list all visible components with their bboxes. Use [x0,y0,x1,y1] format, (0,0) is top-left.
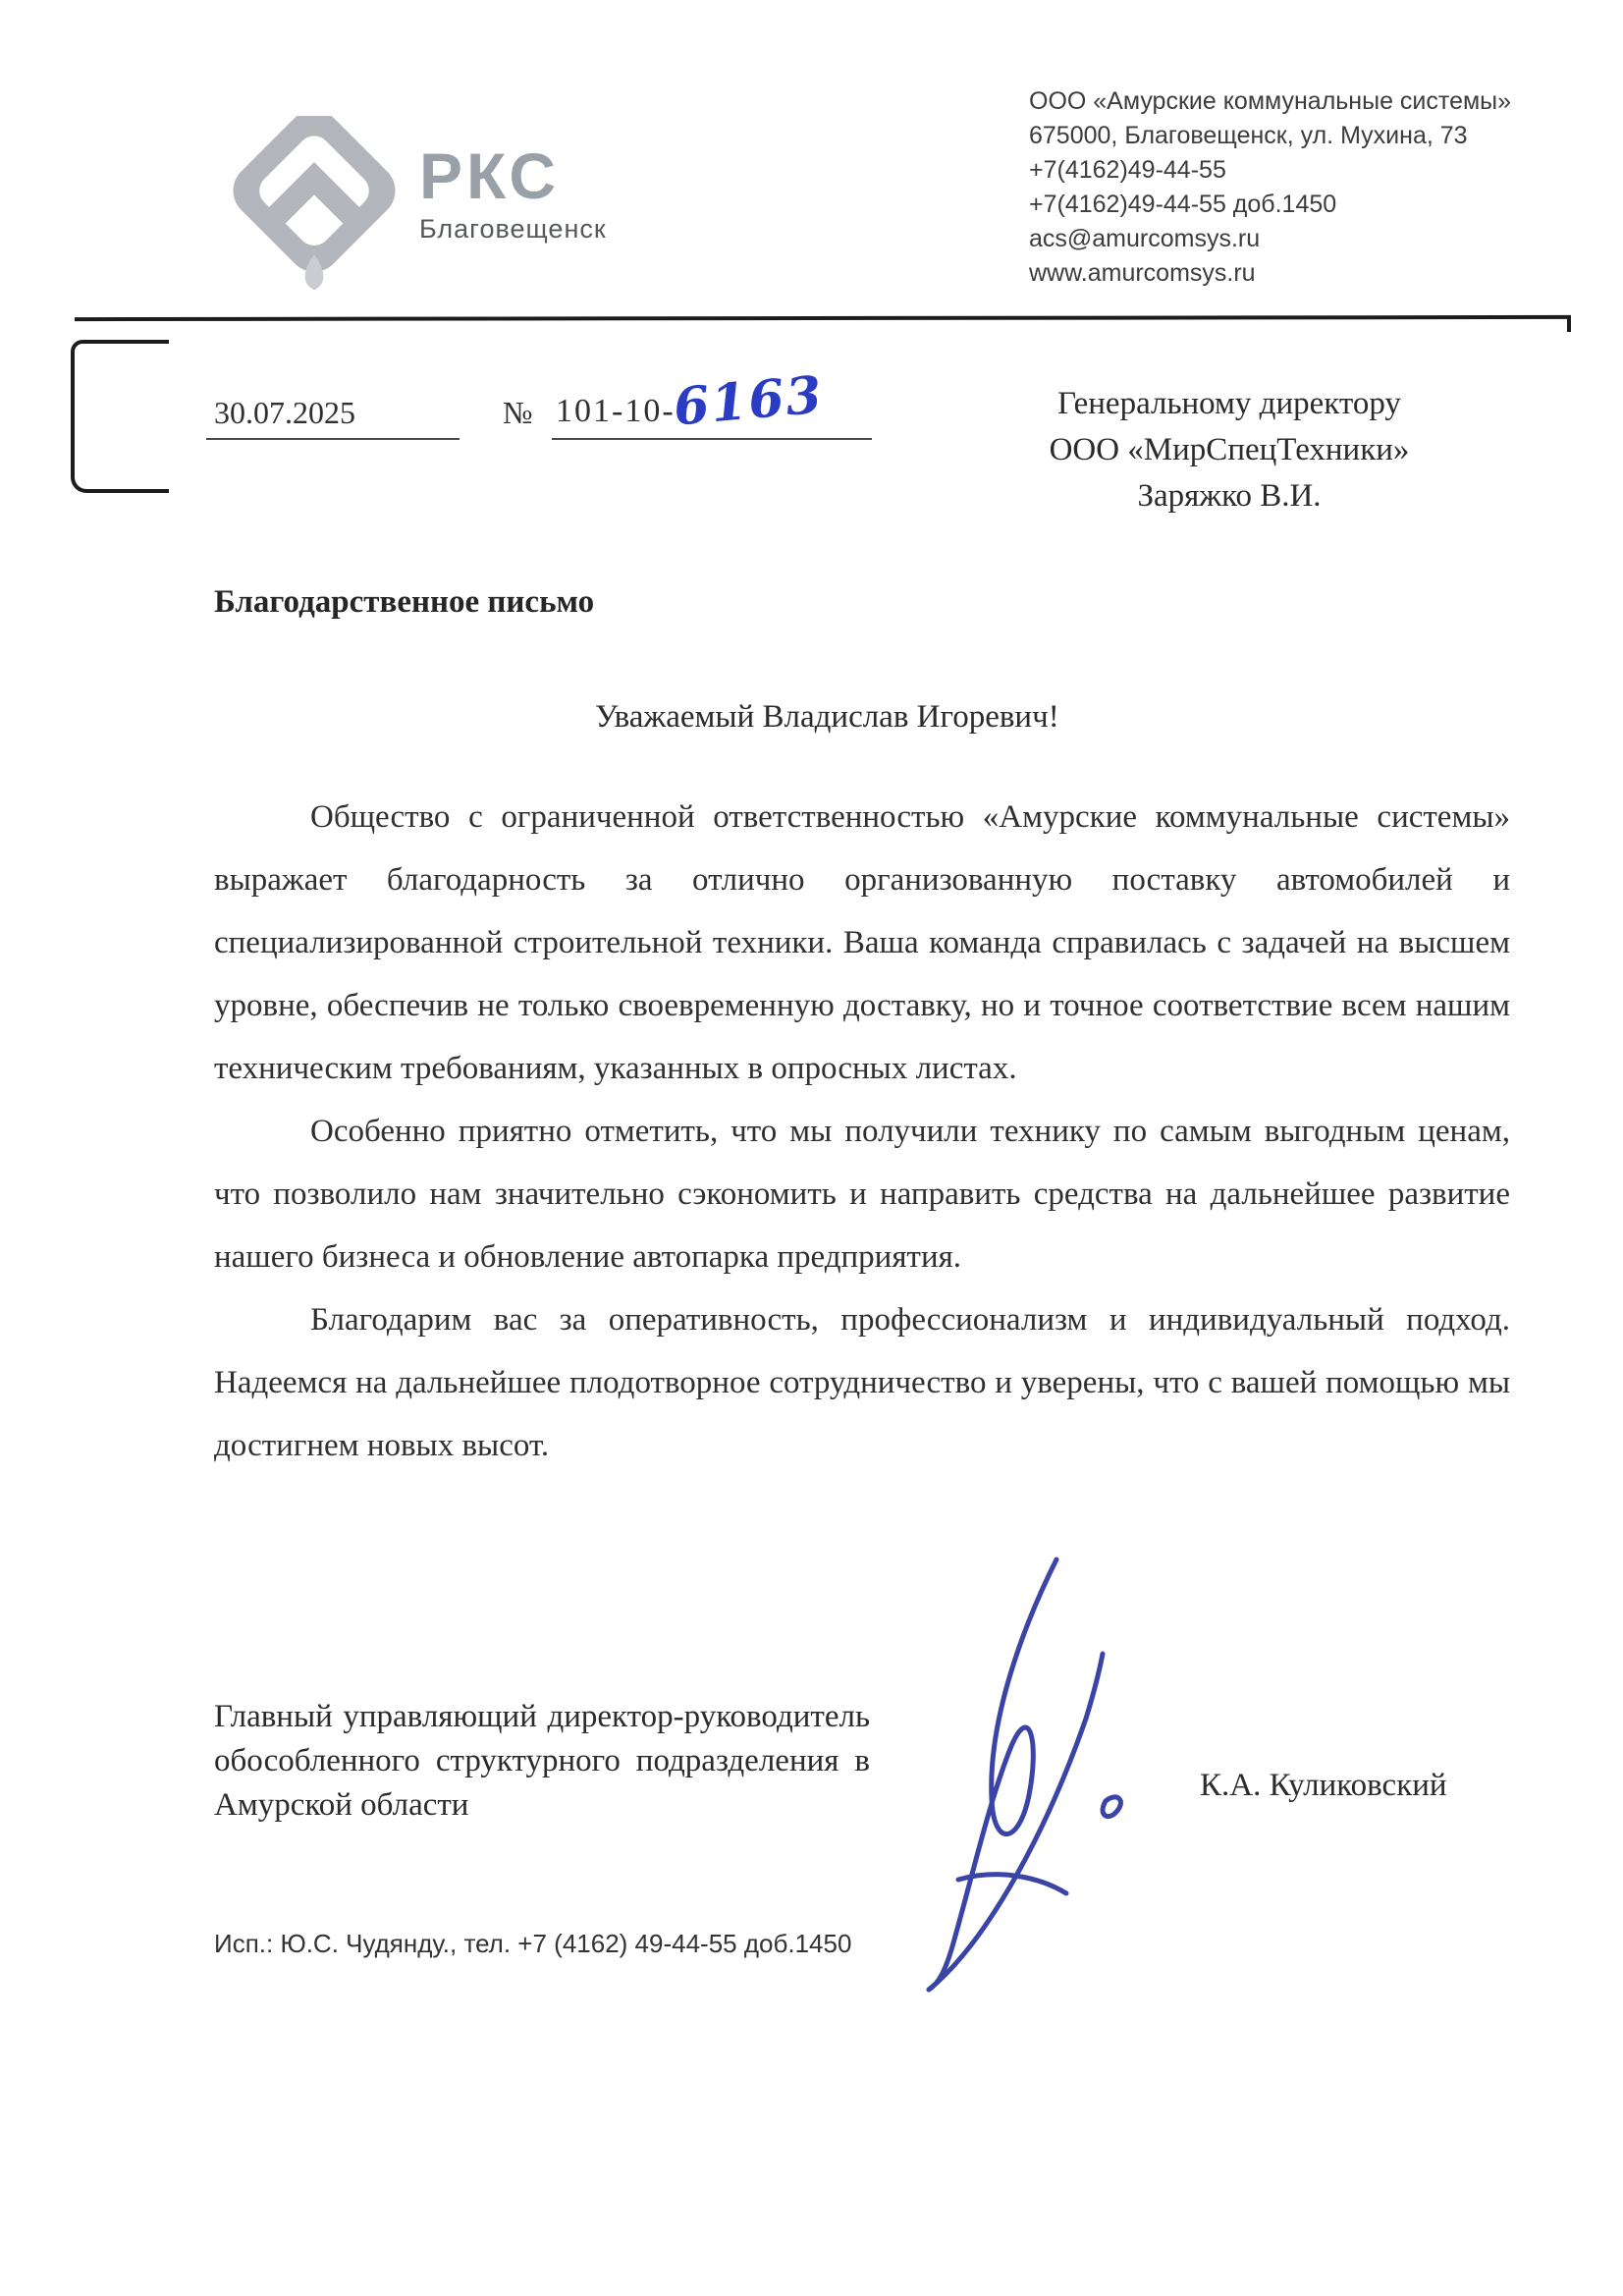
paragraph-2: Особенно приятно отметить, что мы получили технику по самым выгодным ценам, что позволило нам значительно сэкономить и направить средства на дальнейшее развитие нашего бизнеса и обновление автопарка предприятия. [214,1114,1510,1275]
recipient-block [1013,381,1445,519]
company-phone-1: +7(4162)49-44-55 [1029,156,1226,184]
logo-brand-text: РКС [419,139,561,212]
rks-logo-icon [231,116,398,293]
number-underline [552,438,872,440]
letter-body [214,786,1510,1477]
logo-city-text: Благовещенск [419,214,607,244]
company-email: acs@amurcomsys.ru [1029,225,1261,252]
company-name: ООО «Амурские коммунальные системы» [1029,87,1512,115]
company-logo [231,116,607,293]
recipient-title: Генеральному директору [1057,386,1401,421]
scan-artifact-line [75,315,1571,321]
logo-text-block [419,139,607,245]
recipient-company: ООО «МирСпецТехники» [1049,432,1410,467]
letter-date: 30.07.2025 [214,395,355,430]
signer-position: Главный управляющий директор-руководитель обособленного структурного подразделения в Амурской области [214,1699,870,1823]
handwritten-signature [901,1554,1137,2000]
scan-artifact-tick [1567,316,1571,332]
company-address: 675000, Благовещенск, ул. Мухина, 73 [1029,122,1468,149]
paragraph-1: Общество с ограниченной ответственностью «Амурские коммунальные системы» выражает благодарность за отлично организованную поставку автомобилей и специализированной строительной техники. Ваша команда справилась с задачей на высшем уровне, обеспечив не только своевременную доставку, но и точное соответствие всем нашим техническим требованиям, указанных в опросных листах. [214,799,1510,1086]
salutation: Уважаемый Владислав Игоревич! [595,699,1059,735]
company-phone-2: +7(4162)49-44-55 доб.1450 [1029,191,1337,218]
scan-artifact-bracket [71,340,169,493]
letter-number-handwritten: 6163 [671,364,827,438]
number-sign: № [503,395,533,430]
recipient-name: Заряжко В.И. [1137,478,1322,514]
executor-line: Исп.: Ю.С. Чудянду., тел. +7 (4162) 49-44-55 доб.1450 [214,1929,852,1958]
company-website: www.amurcomsys.ru [1029,259,1256,287]
date-underline [206,438,460,440]
letter-title: Благодарственное письмо [214,584,595,620]
company-contact-block [1029,84,1579,291]
letter-number-prefix: 101-10- [556,393,676,429]
signer-name: К.А. Куликовский [1200,1768,1447,1803]
paragraph-3: Благодарим вас за оперативность, профессионализм и индивидуальный подход. Надеемся на дальнейшее плодотворное сотрудничество и уверены, что с вашей помощью мы достигнем новых высот. [214,1302,1510,1463]
